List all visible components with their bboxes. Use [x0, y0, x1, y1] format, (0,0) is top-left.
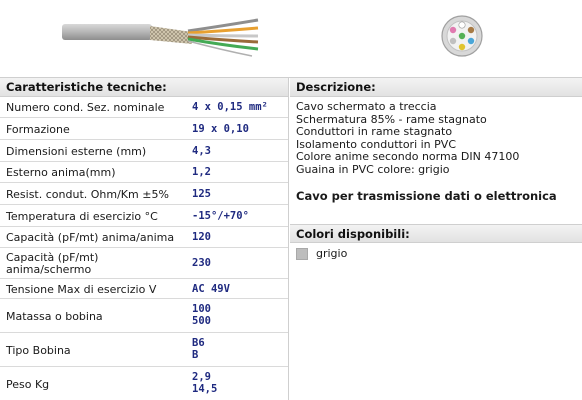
description-line: Schermatura 85% - rame stagnato	[296, 112, 487, 126]
spec-label: Esterno anima(mm)	[6, 166, 116, 179]
spec-value: 4,3	[192, 145, 211, 157]
spec-row	[0, 367, 288, 399]
color-option	[290, 243, 582, 265]
spec-value: 100	[192, 303, 211, 315]
spec-label: Peso Kg	[6, 378, 50, 391]
spec-row	[0, 299, 288, 333]
spec-row	[0, 205, 288, 227]
description-text	[290, 97, 582, 176]
spec-value: 2,9	[192, 371, 211, 383]
spec-row	[0, 183, 288, 205]
spec-value: B	[192, 349, 199, 361]
spec-value: 19 x 0,10	[192, 123, 249, 135]
spec-label: Dimensioni esterne (mm)	[6, 145, 147, 158]
specs-header: Caratteristiche tecniche:	[0, 78, 288, 97]
spec-row	[0, 162, 288, 183]
spec-value: B6	[192, 337, 205, 349]
description-panel	[290, 78, 582, 400]
spec-row	[0, 97, 288, 118]
spec-label: anima/schermo	[6, 263, 92, 276]
spec-label: Capacità (pF/mt) anima/anima	[6, 231, 175, 244]
spec-row	[0, 227, 288, 248]
spec-label: Tipo Bobina	[6, 344, 71, 357]
spec-label: Numero cond. Sez. nominale	[6, 101, 165, 114]
description-header: Descrizione:	[290, 78, 582, 97]
spec-label: Tensione Max di esercizio V	[6, 283, 157, 296]
color-label: grigio	[316, 247, 348, 260]
cable-photo-icon	[62, 14, 262, 58]
spec-value: -15°/+70°	[192, 210, 249, 222]
spec-value: 125	[192, 188, 211, 200]
spec-row	[0, 248, 288, 279]
colors-header: Colori disponibili:	[290, 224, 582, 243]
spec-label: Resist. condut. Ohm/Km ±5%	[6, 188, 169, 201]
specs-panel	[0, 78, 289, 400]
spec-value: 230	[192, 257, 211, 269]
spec-label: Formazione	[6, 123, 70, 136]
description-line: Conduttori in rame stagnato	[296, 125, 453, 138]
product-images	[0, 0, 582, 76]
color-swatch	[296, 248, 308, 260]
spec-value: 500	[192, 315, 211, 327]
cross-section-icon	[440, 14, 484, 58]
spec-row	[0, 279, 288, 299]
description-line: Colore anime secondo norma DIN 47100	[296, 150, 520, 163]
spec-label: Temperatura di esercizio °C	[6, 210, 158, 223]
spec-row	[0, 118, 288, 140]
spec-value: 1,2	[192, 166, 211, 178]
spec-row	[0, 333, 288, 367]
spec-value: 14,5	[192, 383, 218, 395]
spec-value: 4 x 0,15 mm²	[192, 101, 268, 113]
product-datasheet	[0, 77, 582, 400]
description-highlight: Cavo per trasmissione dati o elettronica	[296, 189, 557, 203]
spec-label: Capacità (pF/mt)	[6, 251, 99, 264]
spec-value: 120	[192, 231, 211, 243]
description-line: Cavo schermato a treccia	[296, 100, 437, 113]
description-line: Guaina in PVC colore: grigio	[296, 162, 450, 176]
spec-label: Matassa o bobina	[6, 310, 103, 323]
description-line: Isolamento conduttori in PVC	[296, 137, 456, 151]
spec-value: AC 49V	[192, 283, 230, 295]
spec-row	[0, 140, 288, 162]
